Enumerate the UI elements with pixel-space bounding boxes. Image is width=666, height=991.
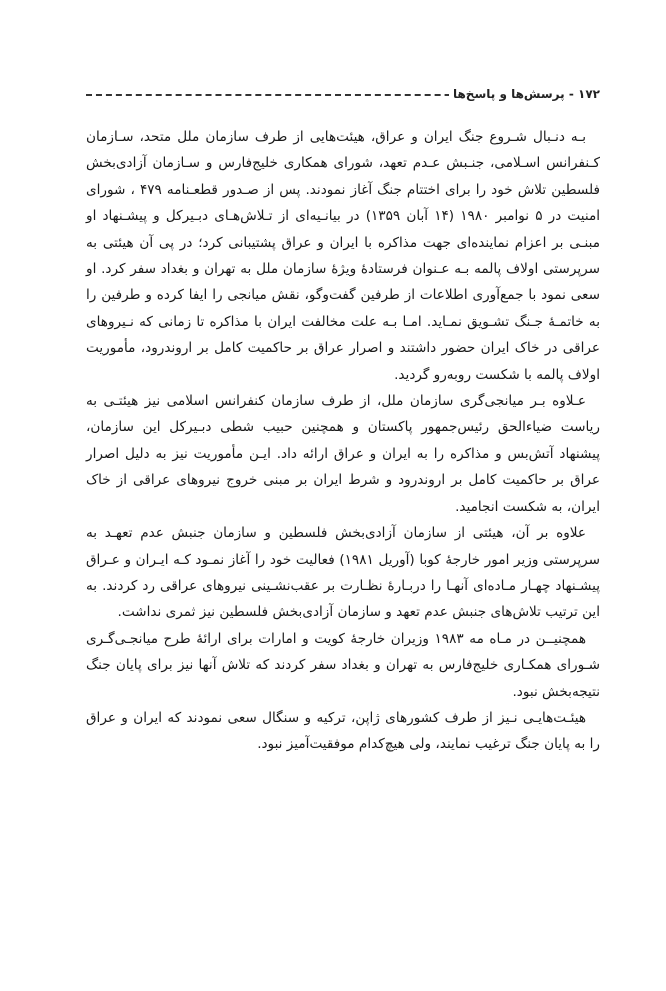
paragraph-1: بـه دنـبال شـروع جنگ ایران و عراق، هیئت‌هایی از طرف سازمان ملل متحد، سـازمان کـنفرانس اسـلامی، جنـبش عـدم تعهد، شورای همکاری خلیج‌فارس و سـازمان آزادی‌بخش فلسطین تلاش خود را برای اختتام جنگ آغاز نمودند. پس از صـدور قطعـنامه ۴۷۹ ، شورای امنیت در ۵ نوامبر ۱۹۸۰ (۱۴ آبان ۱۳۵۹) در بیانـیه‌ای از تـلاش‌هـای دبـیرکل و پیشـنهاد او مبنـی بر اعزام نماینده‌ای جهت مذاکره با ایران و عراق پشتیبانی کرد؛ در پی آن هیئتی به سرپرستی اولاف پالمه بـه عـنوان فرستادهٔ ویژهٔ سازمان ملل به تهران و بغداد سفر کرد. او سعی نمود با جمع‌آوری اطلاعات از طرفین گفت‌وگو، نقش میانجی را ایفا کرده و طرفین را به خاتمـهٔ جـنگ تشـویق نمـاید. امـا بـه علت مخالفت ایران با مذاکره تا زمانی که نـیروهای عراقی در خاک ایران حضور داشتند و اصرار عراق بر حاکمیت کامل بر اروندرود، مأموریت اولاف پالمه با شکست روبه‌رو گردید. <box>86 129 601 383</box>
header-separator: - <box>564 87 574 101</box>
paragraph-2: عـلاوه بـر میانجی‌گری سازمان ملل، از طرف سازمان کنفرانس اسلامی نیز هیئتـی به ریاست ضیاءالحق رئیس‌جمهور پاکستان و همچنین حبیب شطی دبـیرکل این سازمان، پیشنهاد آتش‌بس و مذاکره را به ایران و عراق ارائه داد. ایـن مأموریت نیز به دلیل اصرار عراق بر حاکمیت کامل بر اروندرود و شرط ایران بر مبنی خروج نیروهای عراقی از خاک ایران، به شکست انجامید. <box>86 393 600 515</box>
running-header <box>86 86 600 108</box>
paragraph-3: علاوه بر آن، هیئتی از سازمان آزادی‌بخش فلسطین و سازمان جنبش عدم تعهـد به سرپرستی وزیر امور خارجهٔ کوبا (آوریل ۱۹۸۱) فعالیت خود را آغاز نمـود کـه ایـران و عـراق پیشـنهاد چهـار مـاده‌ای آنهـا را دربـارهٔ نظـارت بر عقب‌نشـینی نیروهای عراقی رد کردند. به این ترتیب تلاش‌های جنبش عدم تعهد و سازمان آزادی‌بخش فلسطین نیز ثمری نداشت. <box>86 525 600 621</box>
paragraph-5: هیئـت‌هایـی نـیز از طرف کشورهای ژاپن، ترکیه و سنگال سعی نمودند که ایران و عراق را به پایان جنگ ترغیب نمایند، ولی هیچ‌کدام موفقیت‌آمیز نبود. <box>86 709 600 753</box>
paragraph-4: همچنیــن در مـاه مه ۱۹۸۳ وزیران خارجهٔ کویت و امارات برای ارائهٔ طرح میانجـی‌گـری شـورای همکـاری خلیج‌فارس به تهران و بغداد سفر کردند که تلاش آنها نیز برای پایان جنگ نتیجه‌بخش نبود. <box>86 630 600 700</box>
body-text <box>86 124 600 758</box>
page-number: ۱۷۲ <box>578 87 600 101</box>
header-label <box>449 86 600 102</box>
section-title: پرسش‌ها و پاسخ‌ها <box>452 87 565 101</box>
